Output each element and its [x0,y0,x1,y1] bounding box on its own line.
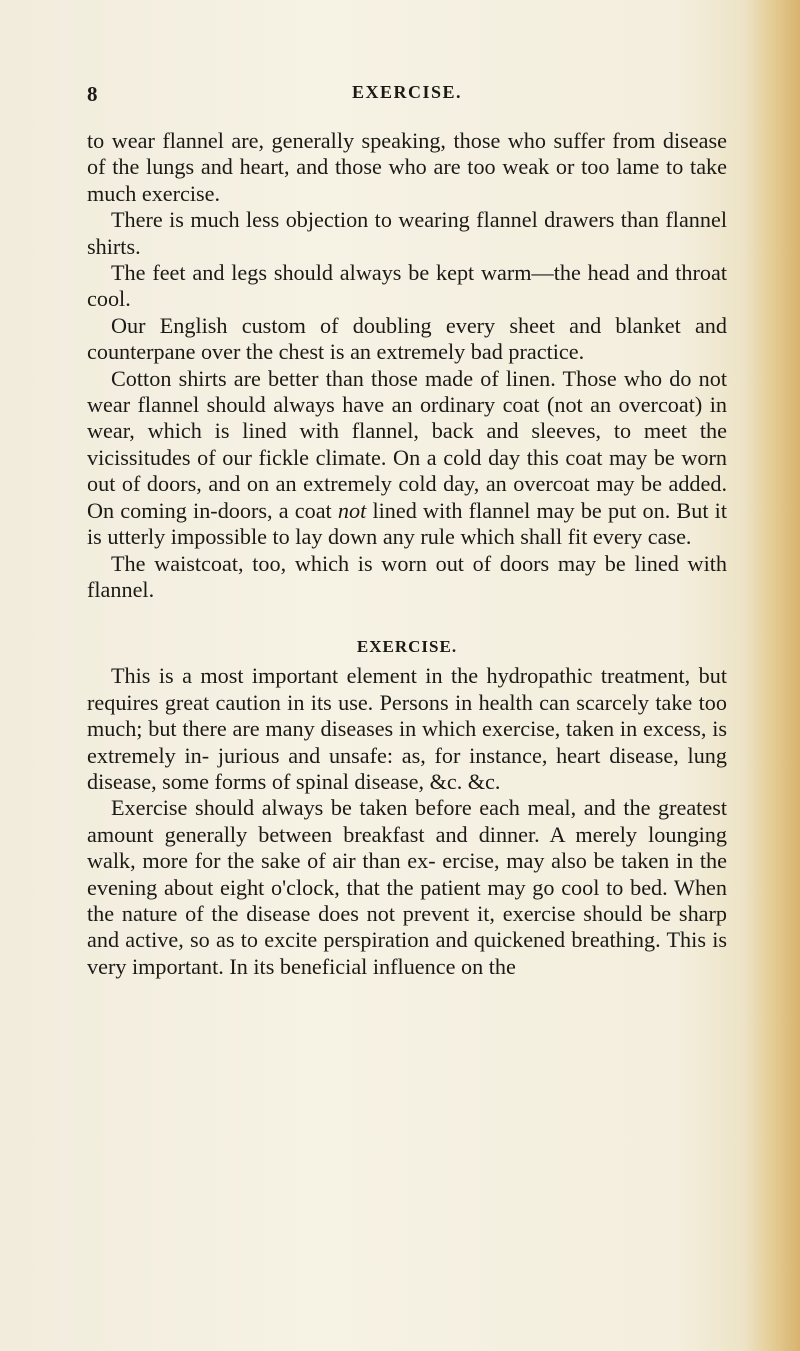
paragraph: The feet and legs should always be kept warm—the head and throat cool. [87,260,727,312]
section-heading: EXERCISE. [356,637,458,657]
body-text [87,128,727,980]
paragraph: There is much less objection to wearing flannel drawers than flannel shirts. [87,207,727,259]
page-header [87,82,727,112]
paragraph-text: Cotton shirts are better than those made of linen. Those who do not wear flannel should always have an ordinary coat (not an overcoat) in wear, which is lined with flannel, back and sleeves, to meet the vicissitudes of our fickle climate. On a cold day this coat may be worn out of doors, and on an extremely cold day, an overcoat may be added. On coming in-doors, a coat [87,365,727,523]
emphasis-word: not [337,497,367,523]
paragraph: This is a most important element in the hydropathic treatment, but requires great caution in its use. Persons in health can scarcely take too much; but there are many diseases in which exercise, taken in excess, is extremely in- jurious and unsafe: as, for instance, heart disease, lung disease, some forms of spinal disease, &c. &c. [87,663,727,794]
page-number: 8 [87,82,98,106]
paragraph: The waistcoat, too, which is worn out of doors may be lined with flannel. [87,550,727,602]
paragraph-with-emphasis [87,366,727,551]
paragraph: to wear flannel are, generally speaking, those who suffer from disease of the lungs and heart, and those who are too weak or too lame to take much exercise. [87,128,727,206]
paragraph: Our English custom of doubling every sheet and blanket and counterpane over the chest is an extremely bad practice. [87,312,727,365]
running-head: EXERCISE. [351,82,463,102]
paragraph: Exercise should always be taken before each meal, and the greatest amount generally between breakfast and dinner. A merely lounging walk, more for the sake of air than ex- ercise, may also be taken in the evening about eight o'clock, that the patient may go cool to bed. When the nature of the disease does not prevent it, exercise should be sharp and active, so as to excite perspiration and quickened breathing. This is very important. In its beneficial influence on the [87,795,727,979]
paragraph-text-continuation: lined with flannel may be put on. But it is utterly impossible to lay down any rule which shall fit every case. [87,497,728,550]
